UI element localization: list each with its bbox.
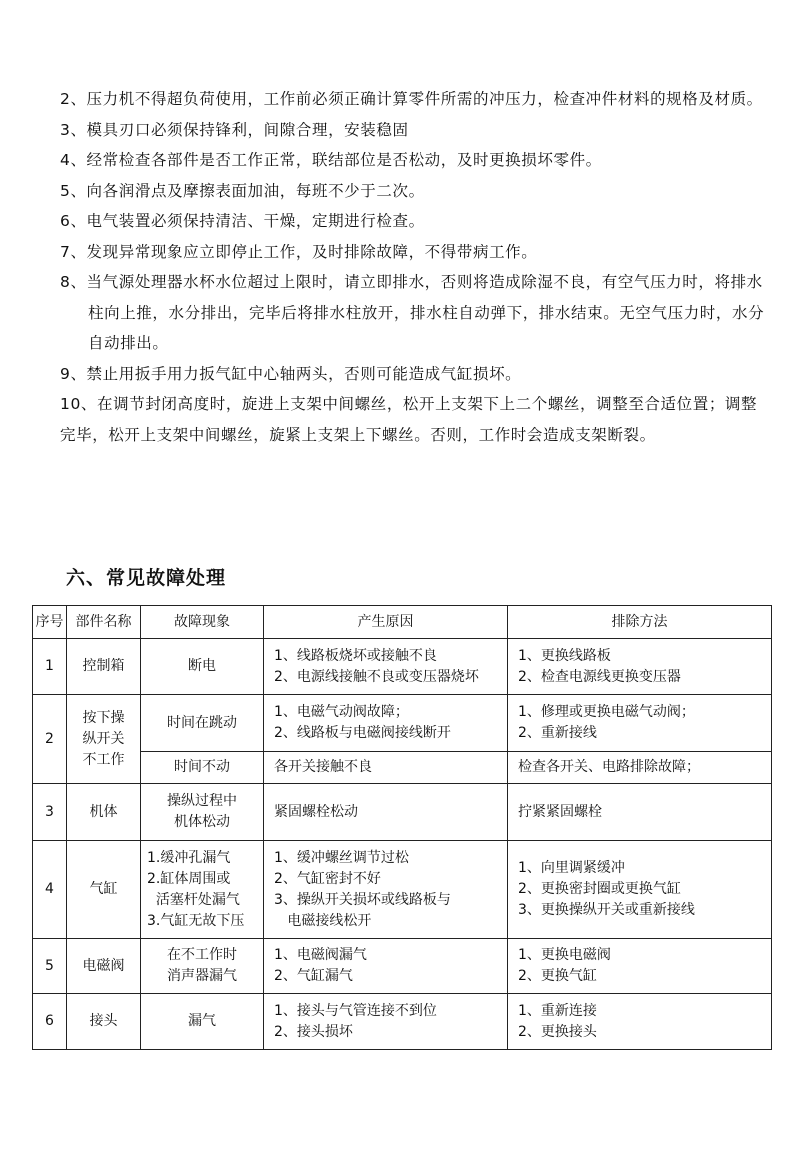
note-item: 2、压力机不得超负荷使用，工作前必须正确计算零件所需的冲压力，检查冲件材料的规格及材质。 — [60, 90, 763, 108]
row-no: 4 — [33, 841, 67, 939]
row-no: 2 — [33, 695, 67, 784]
row-symptom: 时间在跳动 — [141, 695, 264, 752]
cause-line: 2、线路板与电磁阀接线断开 — [274, 725, 451, 741]
symptom-line: 3.气缸无故下压 — [147, 912, 245, 929]
row-no: 6 — [33, 994, 67, 1050]
symptom-line: 活塞杆处漏气 — [147, 891, 240, 908]
symptom-line: 消声器漏气 — [167, 968, 237, 984]
row-fix: 检查各开关、电路排除故障； — [508, 752, 772, 784]
cause-line: 1、线路板烧坏或接触不良 — [274, 647, 437, 664]
part-line: 按下操 — [82, 709, 125, 726]
note-item: 3、模具刃口必须保持锋利，间隙合理，安装稳固 — [60, 120, 409, 139]
table-row — [33, 939, 772, 994]
row-cause — [264, 939, 508, 994]
cause-line: 1、缓冲螺丝调节过松 — [274, 849, 409, 866]
row-no: 1 — [33, 639, 67, 695]
fix-line: 2、更换密封圈或更换气缸 — [518, 881, 681, 897]
header-symptom: 故障现象 — [141, 606, 264, 639]
fix-line: 2、更换接头 — [518, 1023, 597, 1040]
row-symptom — [141, 939, 264, 994]
row-fix — [508, 939, 772, 994]
row-part: 电磁阀 — [67, 939, 141, 994]
row-cause — [264, 841, 508, 939]
part-line: 纵开关 — [82, 730, 125, 747]
fix-line: 3、更换操纵开关或重新接线 — [518, 902, 695, 918]
row-fix — [508, 695, 772, 752]
section-title: 六、常见故障处理 — [66, 567, 227, 589]
fix-line: 1、向里调紧缓冲 — [518, 860, 625, 876]
fix-line: 1、更换线路板 — [518, 647, 611, 664]
symptom-line: 机体松动 — [174, 814, 230, 830]
table-row — [33, 841, 772, 939]
table-row — [33, 752, 772, 784]
cause-line: 2、气缸密封不好 — [274, 870, 381, 887]
maintenance-notes — [60, 84, 772, 450]
row-no: 3 — [33, 784, 67, 841]
row-cause: 紧固螺栓松动 — [264, 784, 508, 841]
note-item: 6、电气装置必须保持清洁、干燥，定期进行检查。 — [60, 212, 425, 230]
row-cause: 各开关接触不良 — [264, 752, 508, 784]
symptom-line: 2.缸体周围或 — [147, 870, 231, 887]
cause-line: 电磁接线松开 — [274, 912, 372, 929]
fix-line: 1、重新连接 — [518, 1002, 597, 1019]
table-row — [33, 639, 772, 695]
part-line: 不工作 — [82, 751, 125, 768]
symptom-line: 在不工作时 — [167, 947, 237, 963]
cause-line: 1、电磁阀漏气 — [274, 947, 367, 963]
row-fix — [508, 994, 772, 1050]
row-fix — [508, 841, 772, 939]
row-part: 控制箱 — [67, 639, 141, 695]
row-part: 气缸 — [67, 841, 141, 939]
row-symptom: 断电 — [141, 639, 264, 695]
table-row — [33, 994, 772, 1050]
table-row — [33, 695, 772, 752]
row-cause — [264, 639, 508, 695]
header-fix: 排除方法 — [508, 606, 772, 639]
cause-line: 1、电磁气动阀故障； — [274, 704, 409, 720]
cause-line: 1、接头与气管连接不到位 — [274, 1002, 437, 1019]
table-row — [33, 784, 772, 841]
row-no: 5 — [33, 939, 67, 994]
fault-table — [32, 605, 772, 1050]
row-cause — [264, 994, 508, 1050]
cause-line: 2、气缸漏气 — [274, 968, 353, 984]
row-symptom: 漏气 — [141, 994, 264, 1050]
fix-line: 2、重新接线 — [518, 725, 597, 741]
note-item: 10、在调节封闭高度时，旋进上支架中间螺丝，松开上支架下上二个螺丝，调整至合适位置；调整完毕，松开上支架中间螺丝，旋紧上支架上下螺丝。否则，工作时会造成支架断裂。 — [60, 395, 758, 444]
fix-line: 1、更换电磁阀 — [518, 947, 611, 963]
row-part — [67, 695, 141, 784]
row-fix: 拧紧紧固螺栓 — [508, 784, 772, 841]
cause-line: 3、操纵开关损坏或线路板与 — [274, 891, 451, 908]
fix-line: 1、修理或更换电磁气动阀； — [518, 704, 695, 720]
note-item: 5、向各润滑点及摩擦表面加油，每班不少于二次。 — [60, 181, 425, 200]
note-item: 7、发现异常现象应立即停止工作，及时排除故障，不得带病工作。 — [60, 242, 538, 261]
fix-line: 2、检查电源线更换变压器 — [518, 668, 681, 685]
row-symptom — [141, 841, 264, 939]
header-part: 部件名称 — [67, 606, 141, 639]
symptom-line: 操纵过程中 — [167, 793, 237, 809]
cause-line: 2、电源线接触不良或变压器烧坏 — [274, 668, 479, 685]
row-symptom: 时间不动 — [141, 752, 264, 784]
cause-line: 2、接头损坏 — [274, 1023, 353, 1040]
row-fix — [508, 639, 772, 695]
table-header-row — [33, 606, 772, 639]
row-part: 机体 — [67, 784, 141, 841]
row-cause — [264, 695, 508, 752]
header-no: 序号 — [33, 606, 67, 639]
row-part: 接头 — [67, 994, 141, 1050]
note-item: 9、禁止用扳手用力扳气缸中心轴两头，否则可能造成气缸损坏。 — [60, 364, 522, 383]
note-item: 8、当气源处理器水杯水位超过上限时，请立即排水，否则将造成除湿不良，有空气压力时，将排水柱向上推，水分排出，完毕后将排水柱放开，排水柱自动弹下，排水结束。无空气压力时，水分自动排出。 — [60, 273, 765, 352]
fix-line: 2、更换气缸 — [518, 968, 597, 984]
symptom-line: 1.缓冲孔漏气 — [147, 849, 231, 866]
note-item: 4、经常检查各部件是否工作正常，联结部位是否松动，及时更换损坏零件。 — [60, 151, 602, 169]
header-cause: 产生原因 — [264, 606, 508, 639]
row-symptom — [141, 784, 264, 841]
